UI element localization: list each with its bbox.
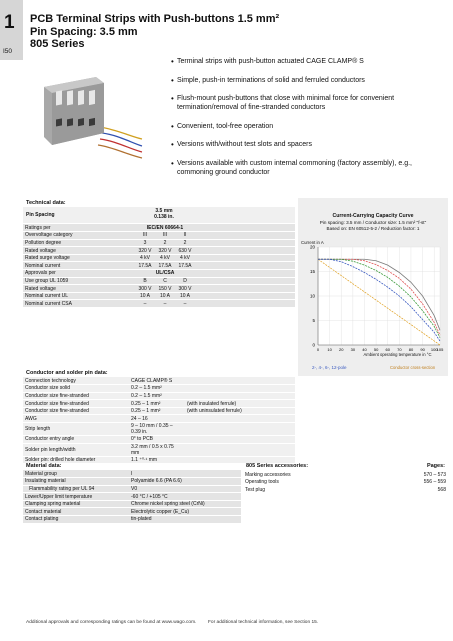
table-cell: UL/CSA [155, 270, 175, 277]
table-cell: 556 – 559 [423, 479, 446, 486]
material-data-title: Material data: [26, 463, 62, 469]
conductor-data-title: Conductor and solder pin data: [26, 370, 108, 376]
pin-spacing-row [23, 207, 295, 223]
table-cell: Lower/Upper limit temperature [25, 493, 93, 500]
table-row [23, 262, 295, 270]
table-cell: 300 V [178, 285, 192, 292]
table-cell: II [183, 232, 187, 239]
table-cell: Use group UL 1059 [25, 277, 69, 284]
table-row [23, 516, 241, 524]
table-row [23, 485, 241, 493]
accessories-title: 805 Series accessories: [246, 463, 309, 469]
table-row [23, 270, 295, 278]
table-cell: 570 – 573 [423, 471, 446, 478]
table-row [23, 407, 295, 415]
table-row [243, 479, 448, 487]
table-cell: 630 V [178, 247, 192, 254]
table-cell: -60 °C / +105 °C [131, 493, 168, 500]
feature-item: • Simple, push-in terminations of solid and ferruled conductors [171, 76, 446, 85]
table-cell: Conductor entry angle [25, 436, 75, 443]
table-cell: Nominal current CSA [25, 300, 72, 307]
table-row [23, 493, 241, 501]
table-cell: 9 – 10 mm / 0.35 – 0.39 in. [131, 423, 173, 436]
table-cell: Rated voltage [25, 285, 56, 292]
table-cell [185, 392, 295, 400]
accessories-pages-label: Pages: [426, 463, 445, 469]
table-cell: 320 V [158, 247, 172, 254]
table-cell: 2 [163, 239, 167, 246]
table-row [243, 486, 448, 494]
table-row [23, 415, 295, 423]
table-cell: III [162, 232, 168, 239]
table-cell: tin-plated [131, 516, 152, 523]
table-row [243, 471, 448, 479]
footer-approvals-note: Additional approvals and corresponding ratings can be found at www.wago.com. [26, 620, 197, 625]
x-tick-label: 10 [327, 347, 332, 352]
title-line-1: PCB Terminal Strips with Push-buttons 1.5 mm² [30, 13, 280, 25]
x-tick-label: 90 [420, 347, 425, 352]
table-cell: Solder pin length/width [25, 446, 76, 453]
table-row [23, 377, 295, 385]
table-cell: 0.25 – 1 mm² [131, 408, 161, 415]
section-number: 1 [4, 12, 15, 33]
table-cell: I [131, 470, 133, 477]
technical-data-title: Technical data: [26, 200, 66, 206]
table-cell: Polyamide 6.6 (PA 6.6) [131, 478, 182, 485]
x-tick-label: 0 [316, 347, 320, 352]
table-row [23, 232, 295, 240]
table-cell: (with uninsulated ferrule) [187, 408, 242, 415]
feature-list [171, 57, 446, 186]
table-cell: Contact material [25, 508, 62, 515]
table-cell: 0.2 – 1.5 mm² [131, 392, 162, 399]
feature-item: • Terminal strips with push-button actuated CAGE CLAMP® S [171, 57, 446, 66]
table-cell: 10 A [179, 293, 190, 300]
pin-spacing-label: Pin Spacing [26, 212, 55, 218]
table-cell: Rated voltage [25, 247, 56, 254]
table-cell: Conductor size fine-stranded [25, 408, 89, 415]
table-cell: AWG [25, 415, 37, 422]
y-tick-label: 15 [309, 269, 315, 274]
table-cell: – [143, 300, 147, 307]
table-cell: 4 kV [139, 255, 150, 262]
table-cell: 17.5A [138, 262, 152, 269]
table-cell: V0 [131, 485, 138, 492]
y-tick-label: 0 [312, 342, 315, 348]
table-cell: 1.1 ⁺⁰·¹ mm [131, 456, 158, 463]
table-row [23, 470, 241, 478]
table-row [23, 478, 241, 486]
table-row [23, 392, 295, 400]
table-cell: 0.2 – 1.5 mm² [131, 385, 162, 392]
table-cell [185, 436, 295, 444]
table-cell: 10 A [159, 293, 170, 300]
table-row [23, 500, 241, 508]
table-cell: 300 V [138, 285, 152, 292]
x-tick-label: 40 [362, 347, 367, 352]
accessories-header [243, 461, 448, 470]
table-cell: – [183, 300, 187, 307]
table-cell: III [142, 232, 148, 239]
table-row [23, 385, 295, 393]
table-cell [185, 415, 295, 423]
table-cell: Nominal current UL [25, 293, 69, 300]
current-capacity-chart [298, 245, 448, 365]
table-cell: 3.2 mm / 0.5 x 0.75 mm [131, 443, 174, 456]
table-cell: 0° to PCB [131, 436, 154, 443]
table-cell: Chrome nickel spring steel (CrNi) [131, 501, 205, 508]
accessories-table [243, 471, 448, 494]
table-cell: B [143, 277, 147, 284]
y-tick-label: 5 [312, 318, 315, 323]
feature-item: • Flush-mount push-buttons that close with minimal force for convenient termination/removal of fine-stranded conductors [171, 94, 446, 112]
chart-ylabel: Current in A [301, 240, 324, 245]
title-line-2: Pin Spacing: 3.5 mm [30, 25, 138, 38]
table-cell [185, 377, 295, 385]
table-cell: Contact plating [25, 516, 59, 523]
page-title [30, 13, 450, 51]
table-cell: 3 [143, 239, 147, 246]
table-cell: 10 A [139, 293, 150, 300]
table-cell: CAGE CLAMP® S [131, 377, 173, 384]
table-cell: C [163, 277, 167, 284]
table-cell: Ratings per [25, 224, 51, 231]
table-cell: Strip length [25, 426, 51, 433]
table-row [23, 224, 295, 232]
product-image [38, 75, 143, 160]
page-code: I50 [3, 48, 13, 55]
table-cell: 4 kV [159, 255, 170, 262]
table-cell: Nominal current [25, 262, 61, 269]
table-cell: Connection technology [25, 377, 76, 384]
chart-subtitle-1: Pin spacing: 3.5 mm / Conductor size: 1.5 mm² "f-st" [319, 220, 427, 225]
table-cell: Rated surge voltage [25, 255, 70, 262]
table-row [23, 285, 295, 293]
table-cell: Conductor size fine-stranded [25, 400, 89, 407]
feature-item: • Convenient, tool-free operation [171, 122, 446, 131]
footer-technical-note: For additional technical information, see Section 15. [208, 620, 319, 625]
table-cell: Flammability rating per UL 94 [25, 485, 95, 492]
material-data-table [23, 470, 241, 524]
x-tick-label: 30 [350, 347, 356, 352]
feature-item: • Versions available with custom internal commoning (factory assembly), e.g., commoning ground conductor [171, 159, 446, 177]
table-cell: Clamping spring material [25, 501, 81, 508]
x-tick-label: 100 [430, 347, 438, 352]
x-tick-label: 80 [408, 347, 414, 352]
table-cell: Pollution degree [25, 239, 62, 246]
x-tick-label: 20 [339, 347, 344, 352]
table-cell: 568 [437, 486, 446, 493]
x-tick-label: 70 [397, 347, 402, 352]
table-cell: 24 – 16 [131, 415, 148, 422]
table-cell: – [163, 300, 167, 307]
y-tick-label: 20 [309, 245, 315, 250]
table-row [23, 423, 295, 436]
table-cell: 150 V [158, 285, 172, 292]
table-cell: Conductor size fine-stranded [25, 392, 89, 399]
table-row [23, 254, 295, 262]
chart-legend-conductor: Conductor cross-section [390, 365, 436, 370]
table-cell: Overvoltage category [25, 232, 73, 239]
table-row [23, 300, 295, 308]
table-cell: Marking accessories [245, 471, 291, 478]
x-tick-label: 105 [436, 347, 444, 352]
table-cell [185, 443, 295, 456]
x-tick-label: 50 [373, 347, 379, 352]
table-cell [185, 423, 295, 436]
conductor-data-table [23, 377, 295, 464]
chart-xlabel: Ambient operating temperature in °C [363, 352, 432, 357]
x-tick-label: 60 [385, 347, 390, 352]
feature-item: • Versions with/without test slots and spacers [171, 140, 446, 149]
table-cell: 17.5A [158, 262, 172, 269]
technical-data-table [23, 224, 295, 308]
table-cell: 320 V [138, 247, 152, 254]
table-row [23, 239, 295, 247]
pin-spacing-value: 3.5 mm 0.138 in. [154, 208, 174, 220]
table-cell [185, 385, 295, 393]
table-row [23, 292, 295, 300]
title-line-3: 805 Series [30, 38, 85, 50]
table-row [23, 508, 241, 516]
table-cell: D [183, 277, 187, 284]
table-cell: 2 [183, 239, 187, 246]
table-cell: Electrolytic copper (E_Cu) [131, 508, 190, 515]
table-row [23, 436, 295, 444]
table-cell: Approvals per [25, 270, 56, 277]
table-cell: Operating tools [245, 479, 279, 486]
table-cell: 0.25 – 1 mm² [131, 400, 161, 407]
chart-subtitle-2: Based on: EN 60512-5-2 / Reduction factor: 1 [326, 226, 420, 231]
chart-legend-poles: 2-, 4-, 6-, 12-pole [312, 365, 347, 370]
table-cell: Insulating material [25, 478, 66, 485]
table-cell: Solder pin: drilled hole diameter [25, 456, 96, 463]
y-tick-label: 10 [309, 293, 315, 299]
table-row [23, 400, 295, 408]
table-cell: Material group [25, 470, 57, 477]
chart-title: Current-Carrying Capacity Curve [332, 213, 414, 219]
table-row [23, 277, 295, 285]
table-cell: 4 kV [179, 255, 190, 262]
table-cell: Test plug [245, 486, 266, 493]
table-row [23, 443, 295, 456]
table-cell: (with insulated ferrule) [187, 400, 237, 407]
table-row [23, 247, 295, 255]
table-cell: IEC/EN 60664-1 [146, 224, 184, 231]
table-cell: 17.5A [178, 262, 192, 269]
table-cell: Conductor size solid [25, 385, 71, 392]
